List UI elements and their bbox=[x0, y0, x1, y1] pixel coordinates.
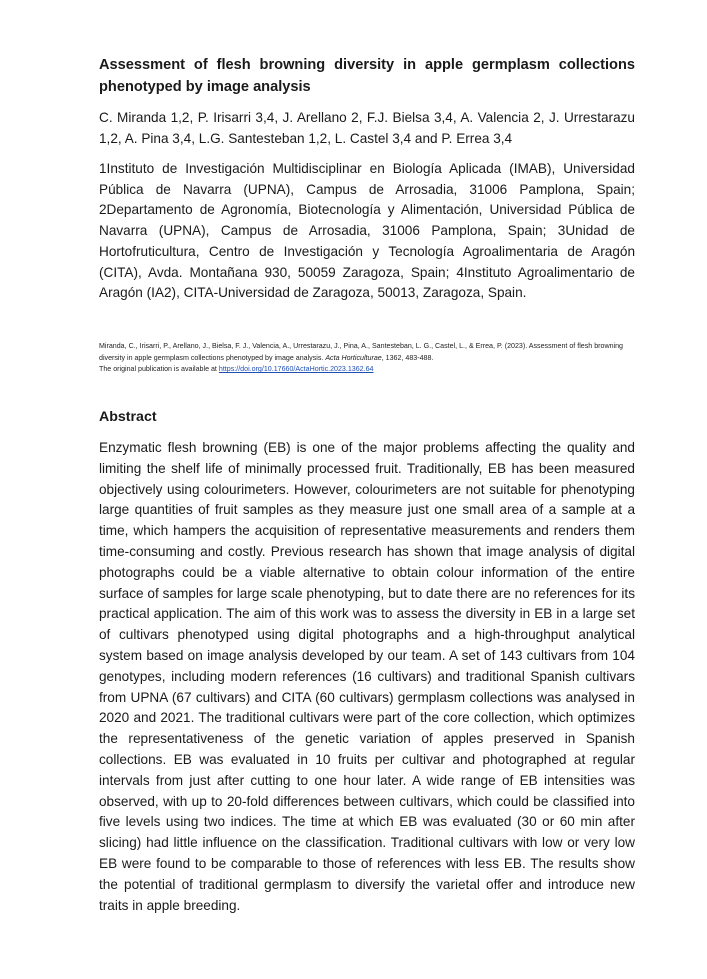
citation-availability: The original publication is available at bbox=[99, 365, 219, 373]
paper-title: Assessment of flesh browning diversity in apple germplasm collections phenotyped by image analysis bbox=[99, 57, 635, 95]
doi-link[interactable]: https://doi.org/10.17660/ActaHortic.2023.1362.64 bbox=[218, 365, 374, 373]
citation-reference: Miranda, C., Irisarri, P., Arellano, J., Bielsa, F. J., Valencia, A., Urrestarazu, J., Pina, A., Santesteban, L. G., Castel, L., & Errea, P. (2023). Assessment of flesh browning diversity in apple germplasm collections phenotyped by image analysis. bbox=[99, 342, 623, 362]
abstract-heading: Abstract bbox=[99, 409, 157, 425]
author-list: C. Miranda 1,2, P. Irisarri 3,4, J. Arellano 2, F.J. Bielsa 3,4, A. Valencia 2, J. Urrestarazu 1,2, A. Pina 3,4, L.G. Santesteban 1,2, L. Castel 3,4 and P. Errea 3,4 bbox=[99, 110, 635, 146]
citation-journal: Acta Horticulturae bbox=[325, 353, 382, 362]
citation-volume: , 1362 bbox=[381, 353, 402, 362]
affiliations: 1Instituto de Investigación Multidisciplinar en Biología Aplicada (IMAB), Universidad Pública de Navarra (UPNA), Campus de Arrosadia, 31006 Pamplona, Spain; 2Departamento de Agronomía, Biotecnología y Alimentación, Universidad Pública de Navarra (UPNA), Campus de Arrosadia, 31006 Pamplona, Spain; 3Unidad de Hortofruticultura, Centro de Investigación y Tecnología Agroalimentaria de Aragón (CITA), Avda. Montañana 930, 50059 Zaragoza, Spain; 4Instituto Agroalimentario de Aragón (IA2), CITA-Universidad de Zaragoza, 50013, Zaragoza, Spain. bbox=[99, 161, 635, 301]
abstract-body: Enzymatic flesh browning (EB) is one of the major problems affecting the quality and limiting the shelf life of minimally processed fruit. Traditionally, EB has been measured objectively using colourimeters. However, colourimeters are not suitable for phenotyping large quantities of fruit samples as they measure just one small area of a sample at a time, which hampers the acquisition of representative measurements and renders them time-consuming and costly. Previous research has shown that image analysis of digital photographs could be a viable alternative to obtain colour information of the entire surface of samples for large scale phenotyping, but to date there are no references for its practical application. The aim of this work was to assess the diversity in EB in a large set of cultivars phenotyped using digital photographs and a high-throughput analytical system based on image analysis developed by our team. A set of 143 cultivars from 104 genotypes, including modern references (16 cultivars) and traditional Spanish cultivars from UPNA (67 cultivars) and CITA (60 cultivars) germplasm collections was analysed in 2020 and 2021. The traditional cultivars were part of the core collection, which optimizes the representativeness of the genetic variation of apples preserved in Spanish collections. EB was evaluated in 10 fruits per cultivar and photographed at regular intervals from just after cutting to one hour later. A wide range of EB intensities was observed, with up to 20-fold differences between cultivars, which could be classified into five levels using two indices. The time at which EB was evaluated (30 or 60 min after slicing) had little influence on the classification. Traditional cultivars with low or very low EB were found to be comparable to those of references with less EB. The results show the potential of traditional germplasm to diversify the varietal offer and introduce new traits in apple breeding. bbox=[99, 440, 635, 913]
citation-block bbox=[99, 341, 635, 376]
citation-pages: , 483-488. bbox=[401, 353, 434, 362]
